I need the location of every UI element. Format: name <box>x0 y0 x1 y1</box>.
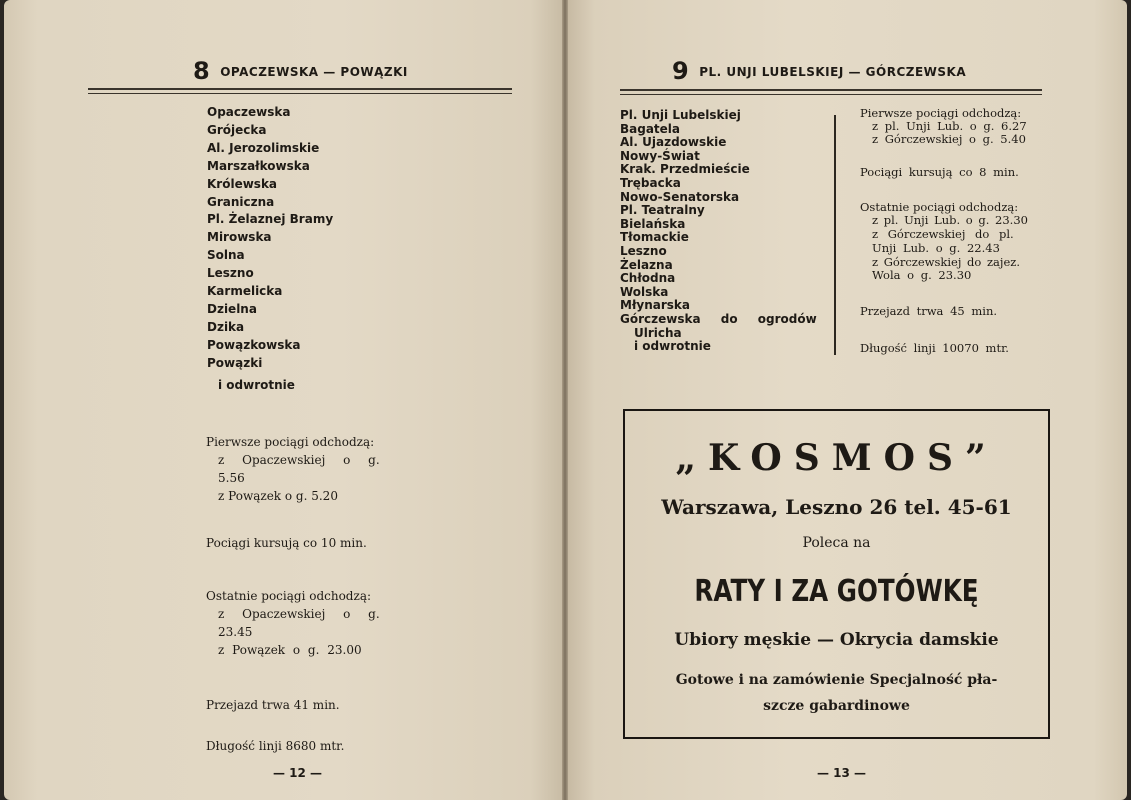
last-trains-line: z Górczewskiej do zajez. <box>872 255 1020 269</box>
first-trains-time: 5.56 <box>218 471 245 485</box>
first-trains-heading: Pierwsze pociągi odchodzą: <box>860 106 1022 120</box>
header-rule-thin <box>88 93 512 94</box>
stop-name: Powązkowska <box>207 337 301 352</box>
and-back-note: i odwrotnie <box>218 378 295 392</box>
page-number: — 13 — <box>817 766 867 780</box>
route-8-header <box>193 57 408 85</box>
route-9-header <box>672 57 966 85</box>
route-number: 8 <box>193 57 211 85</box>
stop-name: Górczewska do ogrodów <box>620 311 817 326</box>
ad-recommends: Poleca na <box>802 535 871 551</box>
stop-name: Tłomackie <box>620 230 689 245</box>
last-trains-time: 23.45 <box>218 625 253 639</box>
stop-name: Bielańska <box>620 216 686 231</box>
route-number: 9 <box>672 57 690 85</box>
last-trains-heading: Ostatnie pociągi odchodzą: <box>206 589 372 603</box>
stop-name: Pl. Żelaznej Bramy <box>207 212 334 227</box>
last-trains-heading: Ostatnie pociągi odchodzą: <box>860 200 1019 214</box>
stop-name: Trębacka <box>620 175 681 190</box>
column-divider <box>834 115 836 355</box>
stop-name: Nowo-Senatorska <box>620 189 740 204</box>
stop-name: Leszno <box>207 266 254 281</box>
ad-details <box>625 667 1048 719</box>
stop-name: Pl. Teatralny <box>620 203 705 218</box>
page-number: — 12 — <box>273 766 323 780</box>
stop-name: Dzika <box>207 319 245 334</box>
frequency-text: Pociągi kursują co 10 min. <box>206 536 367 550</box>
line-length-text: Długość linji 8680 mtr. <box>206 739 345 753</box>
stop-name: Grójecka <box>207 122 267 137</box>
ad-address: Warszawa, Leszno 26 tel. 45-61 <box>661 495 1012 519</box>
stop-name: Młynarska <box>620 298 690 313</box>
ad-clothing: Ubiory męskie — Okrycia damskie <box>674 630 999 650</box>
stop-name: Królewska <box>207 176 278 191</box>
stop-name: Żelazna <box>620 257 673 272</box>
last-trains-line: z pl. Unji Lub. o g. 23.30 <box>872 213 1028 227</box>
last-trains-line: z Górczewskiej do pl. <box>872 227 1014 241</box>
ad-title: „KOSMOS” <box>675 437 998 479</box>
first-trains-line: z Powązek o g. 5.20 <box>218 489 338 503</box>
duration-text: Przejazd trwa 41 min. <box>206 698 340 712</box>
stop-name: Bagatela <box>620 121 681 136</box>
first-trains-heading: Pierwsze pociągi odchodzą: <box>206 435 375 449</box>
ad-details-line: szcze gabardinowe <box>763 698 910 714</box>
stop-name: Pl. Unji Lubelskiej <box>620 108 741 122</box>
line-length-text: Długość linji 10070 mtr. <box>860 341 1009 355</box>
stop-name: Leszno <box>620 243 667 258</box>
stop-name: Wolska <box>620 284 669 299</box>
ad-details-line: Gotowe i na zamówienie Specjalność pła- <box>675 672 998 688</box>
first-trains-line: z pl. Unji Lub. o g. 6.27 <box>872 119 1027 133</box>
stop-name: Krak. Przedmieście <box>620 162 750 177</box>
stop-name: Powązki <box>207 355 263 370</box>
ad-headline: RATY I ZA GOTÓWKĘ <box>694 574 979 609</box>
stop-name: i odwrotnie <box>634 339 711 354</box>
stop-name: Ulricha <box>634 325 682 340</box>
stop-name: Graniczna <box>207 194 275 209</box>
frequency-text: Pociągi kursują co 8 min. <box>860 165 1019 179</box>
stop-name: Nowy-Świat <box>620 148 700 163</box>
stop-name: Opaczewska <box>207 105 291 119</box>
first-trains-line: z Opaczewskiej o g. <box>218 453 380 467</box>
stop-name: Al. Ujazdowskie <box>620 135 727 150</box>
stop-name: Al. Jerozolimskie <box>207 140 320 155</box>
stop-name: Karmelicka <box>207 284 283 299</box>
stop-name: Marszałkowska <box>207 158 310 173</box>
stop-name: Mirowska <box>207 230 272 245</box>
last-trains-line: z Opaczewskiej o g. <box>218 607 380 621</box>
first-trains-line: z Górczewskiej o g. 5.40 <box>872 132 1026 146</box>
header-rule <box>620 89 1042 91</box>
last-trains-line: Wola o g. 23.30 <box>872 268 972 282</box>
header-rule-thin <box>620 94 1042 95</box>
stop-list <box>620 109 817 354</box>
last-trains-line: Unji Lub. o g. 22.43 <box>872 241 1000 255</box>
route-name: OPACZEWSKA — POWĄZKI <box>220 65 408 79</box>
stop-name: Chłodna <box>620 271 676 286</box>
stop-name: Solna <box>207 248 245 263</box>
header-rule <box>88 88 512 90</box>
stop-name: Dzielna <box>207 301 257 316</box>
route-name: PL. UNJI LUBELSKIEJ — GÓRCZEWSKA <box>699 65 967 79</box>
duration-text: Przejazd trwa 45 min. <box>860 304 998 318</box>
kosmos-advertisement <box>623 409 1050 739</box>
last-trains-line: z Powązek o g. 23.00 <box>218 643 362 657</box>
book-gutter <box>562 0 568 800</box>
stop-list <box>207 104 333 373</box>
